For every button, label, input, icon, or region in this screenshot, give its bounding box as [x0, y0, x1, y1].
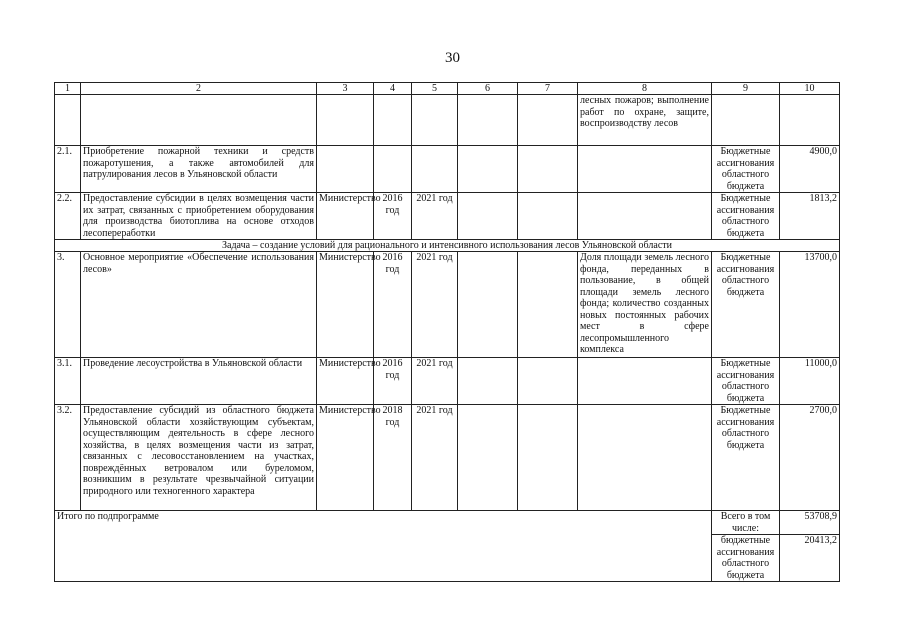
funding-source: Бюджетные ассигнования областного бюджета [712, 193, 780, 240]
end-year: 2021 год [412, 193, 458, 240]
table-row-continuation [55, 95, 840, 146]
row-number: 2.2. [55, 193, 81, 240]
total-all-label: Всего в том числе: [712, 511, 780, 535]
row-number: 2.1. [55, 146, 81, 193]
activity-name: Проведение лесоустройства в Ульяновской области [81, 358, 317, 405]
amount-cell: 2700,0 [780, 405, 840, 511]
amount-cell: 11000,0 [780, 358, 840, 405]
activity-name: Предоставление субсидии в целях возмещения части их затрат, связанных с приобретением оборудования для производства биотоплива на основе отходов лесопереработки [81, 193, 317, 240]
funding-source: Бюджетные ассигнования областного бюджета [712, 252, 780, 358]
total-row [55, 511, 840, 535]
amount-cell: 4900,0 [780, 146, 840, 193]
indicator-cell: лесных пожаров; выполнение работ по охране, защите, воспроизводству лесов [578, 95, 712, 146]
header-cell: 4 [374, 83, 412, 95]
amount-cell: 13700,0 [780, 252, 840, 358]
row-number: 3. [55, 252, 81, 358]
funding-source: Бюджетные ассигнования областного бюджета [712, 358, 780, 405]
table-row [55, 193, 840, 240]
start-year: 2018 год [374, 405, 412, 511]
page-number: 30 [445, 50, 460, 66]
table-row [55, 252, 840, 358]
end-year: 2021 год [412, 358, 458, 405]
header-cell: 5 [412, 83, 458, 95]
total-label: Итого по подпрограмме [55, 511, 712, 582]
table-row [55, 358, 840, 405]
total-all-amount: 53708,9 [780, 511, 840, 535]
header-cell: 10 [780, 83, 840, 95]
table-row [55, 146, 840, 193]
header-cell: 8 [578, 83, 712, 95]
activity-name: Основное мероприятие «Обеспечение использования лесов» [81, 252, 317, 358]
amount-cell: 1813,2 [780, 193, 840, 240]
funding-source: Бюджетные ассигнования областного бюджета [712, 405, 780, 511]
task-row [55, 240, 840, 252]
indicator-cell: Доля площади земель лесного фонда, переданных в пользование, в общей площади земель лесного фонда; количество созданных новых постоянных рабочих мест в сфере лесопромышленного комплекса [578, 252, 712, 358]
header-cell: 6 [458, 83, 518, 95]
row-number: 3.2. [55, 405, 81, 511]
header-cell: 1 [55, 83, 81, 95]
header-row [55, 83, 840, 95]
header-cell: 3 [317, 83, 374, 95]
program-table [54, 82, 840, 582]
end-year: 2021 год [412, 252, 458, 358]
funding-source: Бюджетные ассигнования областного бюджета [712, 146, 780, 193]
total-budget-label: бюджетные ассигнования областного бюджета [712, 535, 780, 582]
executor-cell: Министерство [317, 358, 374, 405]
header-cell: 7 [518, 83, 578, 95]
total-budget-amount: 20413,2 [780, 535, 840, 582]
task-heading: Задача – создание условий для рационального и интенсивного использования лесов Ульяновской области [55, 240, 840, 252]
header-cell: 2 [81, 83, 317, 95]
end-year: 2021 год [412, 405, 458, 511]
start-year: 2016 год [374, 252, 412, 358]
activity-name: Предоставление субсидий из областного бюджета Ульяновской области хозяйствующим субъектам, осуществляющим деятельность в сфере лесного хозяйства, в целях возмещения части из затрат, связанных с лесовосстановлением на участках, повреждённых ветровалом или буреломом, возникшим в результате чрезвычайной ситуации природного или техногенного характера [81, 405, 317, 511]
header-cell: 9 [712, 83, 780, 95]
activity-name: Приобретение пожарной техники и средств пожаротушения, а также автомобилей для патрулирования лесов в Ульяновской области [81, 146, 317, 193]
row-number: 3.1. [55, 358, 81, 405]
executor-cell: Министерство [317, 193, 374, 240]
table-row [55, 405, 840, 511]
start-year: 2016 год [374, 358, 412, 405]
executor-cell: Министерство [317, 405, 374, 511]
executor-cell: Министерство [317, 252, 374, 358]
start-year: 2016 год [374, 193, 412, 240]
